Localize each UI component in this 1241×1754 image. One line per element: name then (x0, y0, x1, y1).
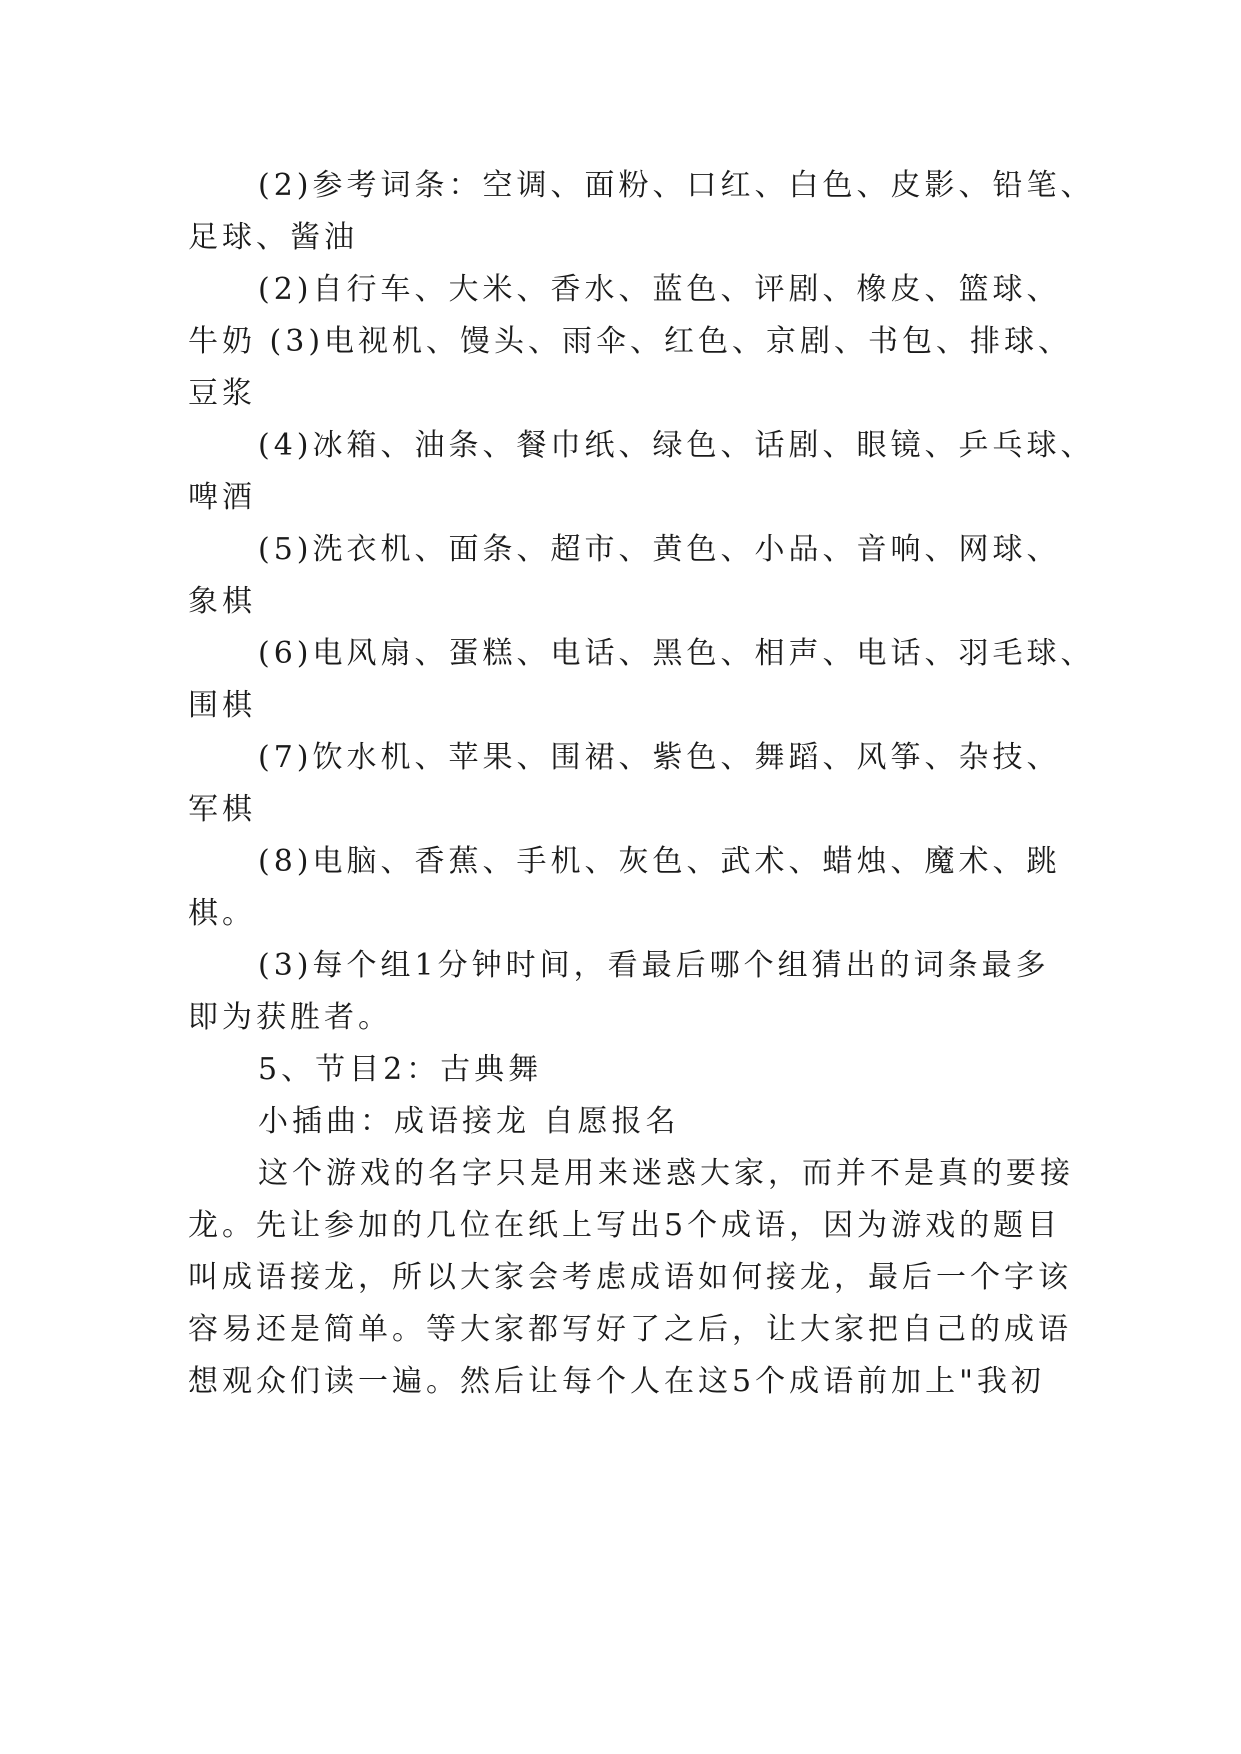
text-line: (8)电脑、香蕉、手机、灰色、武术、蜡烛、魔术、跳 (258, 844, 1061, 879)
text-line: 足球、酱油 (188, 220, 358, 255)
text-line: 容易还是简单。等大家都写好了之后，让大家把自己的成语 (188, 1312, 1072, 1347)
section-heading: 5、节目2：古典舞 (258, 1052, 543, 1087)
text-line: 想观众们读一遍。然后让每个人在这5个成语前加上"我初 (188, 1364, 1045, 1399)
text-line: (3)每个组1分钟时间，看最后哪个组猜出的词条最多 (258, 948, 1050, 983)
text-line: 豆浆 (188, 376, 256, 411)
text-line: (7)饮水机、苹果、围裙、紫色、舞蹈、风筝、杂技、 (258, 740, 1061, 775)
text-line: 围棋 (188, 688, 256, 723)
text-line: 龙。先让参加的几位在纸上写出5个成语，因为游戏的题目 (188, 1208, 1062, 1243)
text-line: 小插曲：成语接龙 自愿报名 (258, 1104, 680, 1139)
text-line: 即为获胜者。 (188, 1000, 392, 1035)
text-line: (2)参考词条：空调、面粉、口红、白色、皮影、铅笔、 (258, 168, 1095, 203)
text-line: 啤酒 (188, 480, 256, 515)
text-line: 象棋 (188, 584, 256, 619)
text-line: (6)电风扇、蛋糕、电话、黑色、相声、电话、羽毛球、 (258, 636, 1095, 671)
text-line: (4)冰箱、油条、餐巾纸、绿色、话剧、眼镜、乒乓球、 (258, 428, 1095, 463)
text-line: (2)自行车、大米、香水、蓝色、评剧、橡皮、篮球、 (258, 272, 1061, 307)
text-line: 军棋 (188, 792, 256, 827)
text-line: 这个游戏的名字只是用来迷惑大家，而并不是真的要接 (258, 1156, 1074, 1191)
text-line: 叫成语接龙，所以大家会考虑成语如何接龙，最后一个字该 (188, 1260, 1072, 1295)
text-line: (5)洗衣机、面条、超市、黄色、小品、音响、网球、 (258, 532, 1061, 567)
text-line: 牛奶 (3)电视机、馒头、雨伞、红色、京剧、书包、排球、 (188, 324, 1073, 359)
text-line: 棋。 (188, 896, 256, 931)
